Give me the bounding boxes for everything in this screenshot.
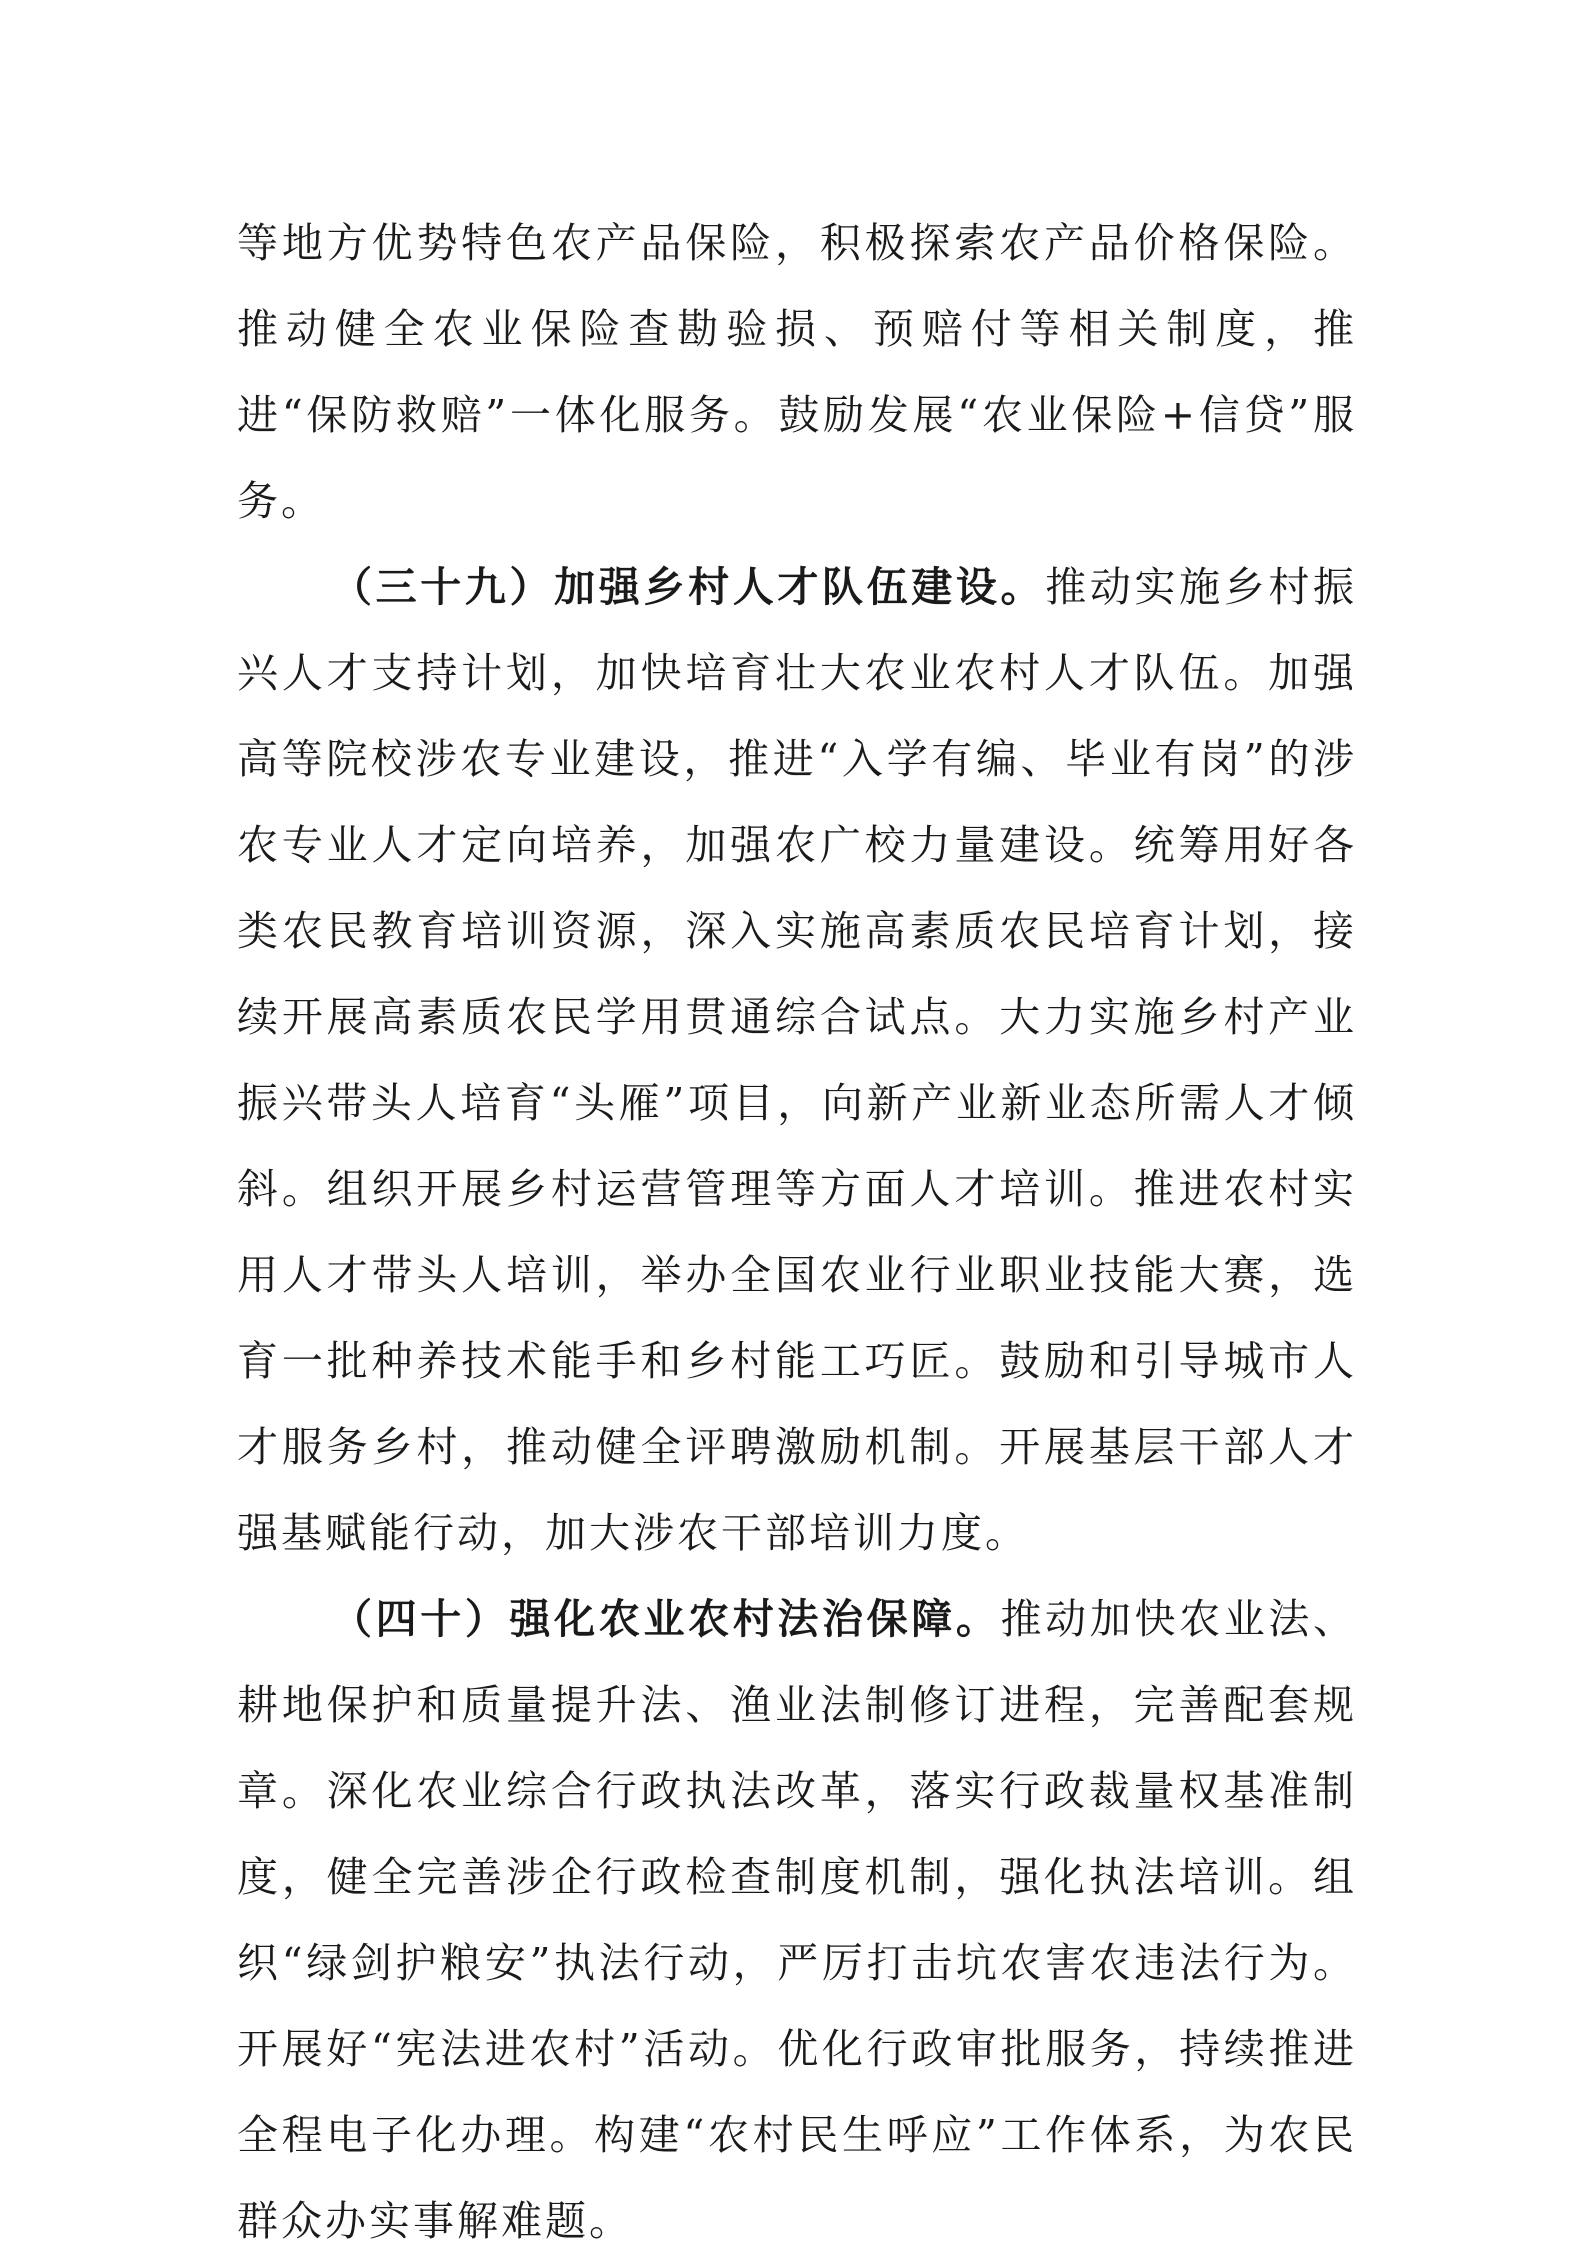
section-heading-40: （四十）强化农业农村法治保障。: [331, 1595, 1001, 1643]
paragraph-body: 推动加快农业法、耕地保护和质量提升法、渔业法制修订进程，完善配套规章。深化农业综合行政执法改革，落实行政裁量权基准制度，健全完善涉企行政检查制度机制，强化执法培训。组织“绿剑护粮安”执法行动，严厉打击坑农害农违法行为。开展好“宪法进农村”活动。优化行政审批服务，持续推进全程电子化办理。构建“农村民生呼应”工作体系，为农民群众办实事解难题。: [237, 1595, 1358, 2245]
document-body: [237, 200, 1357, 2264]
paragraph-body: 等地方优势特色农产品保险，积极探索农产品价格保险。推动健全农业保险查勘验损、预赔付等相关制度，推进“保防救赔”一体化服务。鼓励发展“农业保险+信贷”服务。: [237, 219, 1357, 525]
paragraph-insurance-continued: [237, 200, 1357, 544]
paragraph-section-39: [237, 544, 1357, 1576]
paragraph-section-40: [237, 1576, 1357, 2264]
section-heading-39: （三十九）加强乡村人才队伍建设。: [331, 563, 1046, 611]
paragraph-body: 推动实施乡村振兴人才支持计划，加快培育壮大农业农村人才队伍。加强高等院校涉农专业建设，推进“入学有编、毕业有岗”的涉农专业人才定向培养，加强农广校力量建设。统筹用好各类农民教育培训资源，深入实施高素质农民培育计划，接续开展高素质农民学用贯通综合试点。大力实施乡村产业振兴带头人培育“头雁”项目，向新产业新业态所需人才倾斜。组织开展乡村运营管理等方面人才培训。推进农村实用人才带头人培训，举办全国农业行业职业技能大赛，选育一批种养技术能手和乡村能工巧匠。鼓励和引导城市人才服务乡村，推动健全评聘激励机制。开展基层干部人才强基赋能行动，加大涉农干部培训力度。: [237, 563, 1358, 1557]
